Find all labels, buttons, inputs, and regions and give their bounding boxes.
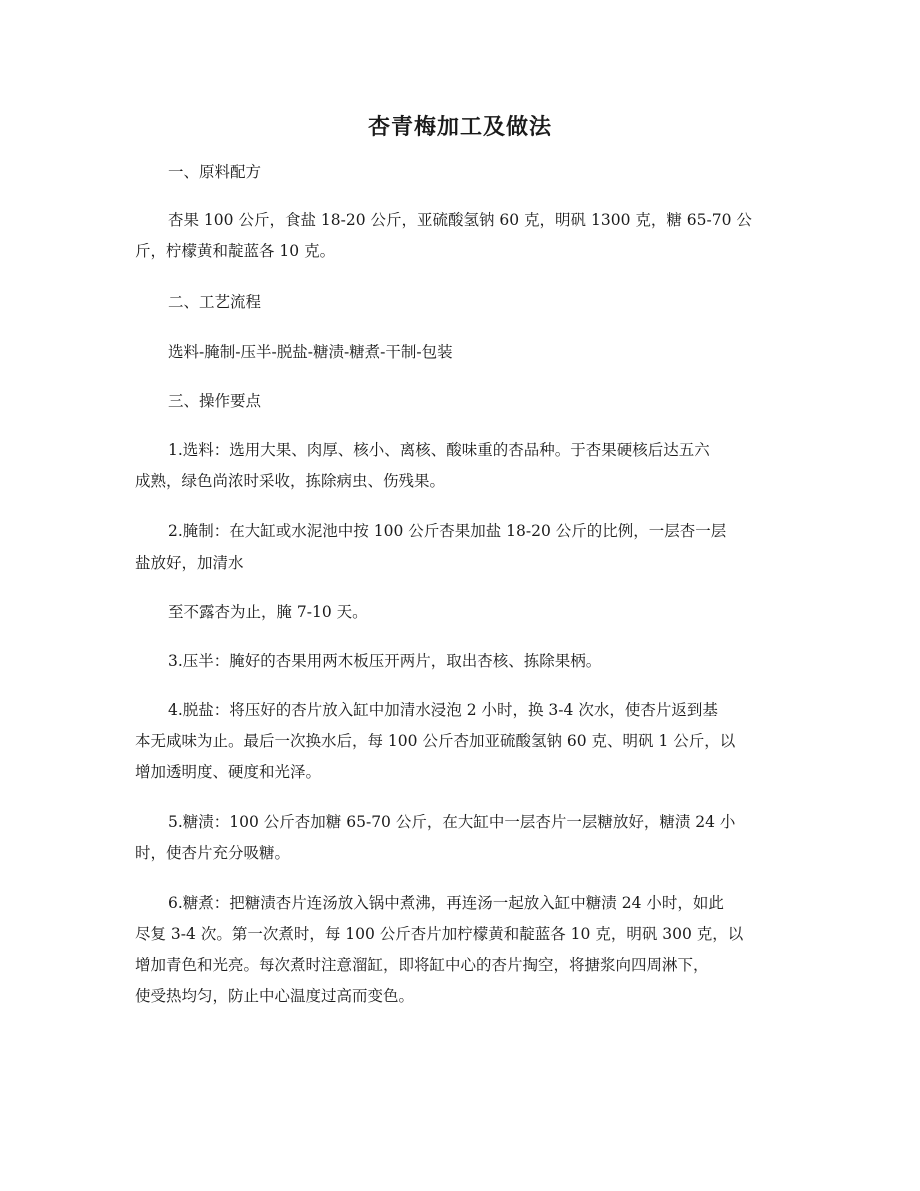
paragraph-line: 本无咸味为止。最后一次换水后，每 100 公斤杏加亚硫酸氢钠 60 克、明矾 1 公斤，以 bbox=[135, 732, 736, 750]
paragraph-line: 增加青色和光亮。每次煮时注意溜缸，即将缸中心的杏片掏空，将搪浆向四周淋下， bbox=[135, 956, 709, 974]
paragraph-line: 至不露杏为止，腌 7-10 天。 bbox=[168, 603, 368, 621]
paragraph-line: 尽复 3-4 次。第一次煮时，每 100 公斤杏片加柠檬黄和靛蓝各 10 克，明矾 300 克，以 bbox=[135, 925, 744, 943]
paragraph-line: 斤，柠檬黄和靛蓝各 10 克。 bbox=[135, 242, 336, 260]
paragraph-line: 6.糖煮：把糖渍杏片连汤放入锅中煮沸，再连汤一起放入缸中糖渍 24 小时，如此 bbox=[168, 894, 724, 912]
paragraph-line: 成熟，绿色尚浓时采收，拣除病虫、伤残果。 bbox=[135, 472, 446, 490]
paragraph-line: 增加透明度、硬度和光泽。 bbox=[135, 763, 322, 781]
section-heading-key-points: 三、操作要点 bbox=[168, 392, 262, 410]
paragraph-line: 4.脱盐：将压好的杏片放入缸中加清水浸泡 2 小时，换 3-4 次水，使杏片返到基 bbox=[168, 701, 718, 719]
section-heading-process: 二、工艺流程 bbox=[168, 293, 262, 311]
paragraph-line: 5.糖渍：100 公斤杏加糖 65-70 公斤，在大缸中一层杏片一层糖放好，糖渍 24 小 bbox=[168, 813, 736, 831]
paragraph-line: 杏果 100 公斤，食盐 18-20 公斤，亚硫酸氢钠 60 克，明矾 1300 克，糖 65-70 公 bbox=[168, 211, 752, 229]
paragraph-line: 时，使杏片充分吸糖。 bbox=[135, 844, 291, 862]
paragraph-line: 盐放好，加清水 bbox=[135, 554, 244, 572]
document-title: 杏青梅加工及做法 bbox=[367, 114, 552, 140]
section-heading-materials: 一、原料配方 bbox=[168, 163, 262, 181]
paragraph-line: 2.腌制：在大缸或水泥池中按 100 公斤杏果加盐 18-20 公斤的比例，一层杏一层 bbox=[168, 522, 727, 540]
paragraph-line: 3.压半：腌好的杏果用两木板压开两片，取出杏核、拣除果柄。 bbox=[168, 652, 602, 670]
paragraph-line: 使受热均匀，防止中心温度过高而变色。 bbox=[135, 987, 415, 1005]
paragraph-line: 1.选料：选用大果、肉厚、核小、离核、酸味重的杏品种。于杏果硬核后达五六 bbox=[168, 441, 710, 459]
process-flow: 选料-腌制-压半-脱盐-糖渍-糖煮-干制-包装 bbox=[168, 343, 453, 361]
